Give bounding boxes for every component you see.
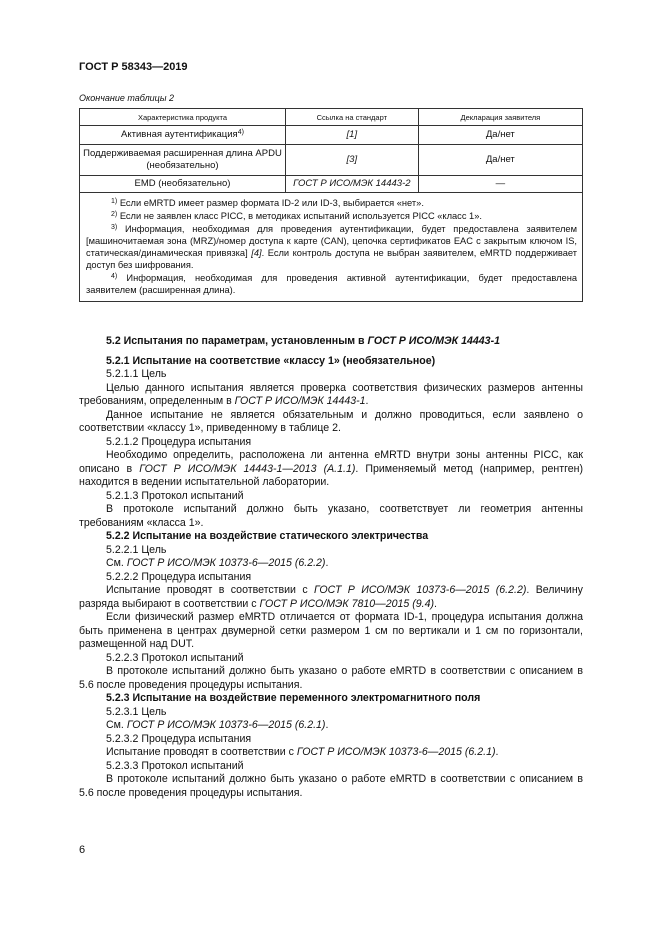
- document-header: ГОСТ Р 58343—2019: [79, 61, 188, 73]
- table-footnotes: [80, 193, 583, 302]
- table-cell: Активная аутентификация$^{4)}$: [80, 126, 286, 145]
- subsection-heading: 5.2.3.1 Цель: [106, 705, 167, 718]
- paragraph: В протоколе испытаний должно быть указано о работе eMRTD в соответствии с описанием в 5.6 после проведения процедуры испытания.: [79, 665, 583, 691]
- paragraph: Если физический размер eMRTD отличается от формата ID-1, процедура испытания должна быть применена в центрах двумерной сетки размером 1 см по вертикали и 1 см по горизонтали, размещенной над DUT.: [79, 611, 583, 650]
- table-footnotes-row: [80, 193, 583, 302]
- footnote-2: $^{2)}$ Если не заявлен класс PICC, в методиках испытаний используется PICC «класс 1».: [111, 211, 482, 221]
- table-cell: [1]: [285, 126, 418, 145]
- document-body: [79, 335, 583, 800]
- paragraph: Целью данного испытания является проверка соответствия физических размеров антенны требованиям, определенным в ГОСТ Р ИСО/МЭК 14443-1.: [79, 381, 583, 407]
- subsection-heading: 5.2.2.1 Цель: [106, 543, 167, 556]
- table-cell: —: [418, 176, 582, 193]
- subsection-heading: 5.2.1.3 Протокол испытаний: [106, 489, 244, 502]
- subsection-heading: 5.2.1.1 Цель: [106, 368, 167, 380]
- paragraph: Данное испытание не является обязательным и должно проводиться, если заявлено о соответствии «классу 1», приведенному в таблице 2.: [79, 408, 583, 434]
- subsection-heading: 5.2.2.3 Протокол испытаний: [106, 651, 244, 664]
- column-header-product: Характеристика продукта: [80, 109, 286, 126]
- section-heading-5-2: 5.2 Испытания по параметрам, установленным в ГОСТ Р ИСО/МЭК 14443-1: [106, 335, 500, 347]
- subsection-heading: 5.2.1.2 Процедура испытания: [106, 435, 252, 448]
- table-cell: Да/нет: [418, 126, 582, 145]
- table-caption: Окончание таблицы 2: [79, 93, 174, 103]
- section-heading-5-2-2: 5.2.2 Испытание на воздействие статического электричества: [106, 530, 429, 542]
- column-header-declaration: Декларация заявителя: [418, 109, 582, 126]
- table-2: [79, 108, 583, 302]
- paragraph: В протоколе испытаний должно быть указано, соответствует ли геометрия антенны требованиям «класса 1».: [79, 503, 583, 529]
- table-cell: EMD (необязательно): [80, 176, 286, 193]
- subsection-heading: 5.2.3.3 Протокол испытаний: [106, 759, 244, 772]
- table-cell: Поддерживаемая расширенная длина APDU (необязательно): [80, 145, 286, 176]
- table-cell: ГОСТ Р ИСО/МЭК 14443-2: [285, 176, 418, 193]
- table-cell: [3]: [285, 145, 418, 176]
- section-heading-5-2-3: 5.2.3 Испытание на воздействие переменного электромагнитного поля: [106, 692, 481, 704]
- section-heading-5-2-1: 5.2.1 Испытание на соответствие «классу 1» (необязательное): [106, 354, 436, 367]
- paragraph: См. ГОСТ Р ИСО/МЭК 10373-6—2015 (6.2.1).: [106, 719, 329, 731]
- paragraph: Испытание проводят в соответствии с ГОСТ Р ИСО/МЭК 10373-6—2015 (6.2.2). Величину разряда выбирают в соответствии с ГОСТ Р ИСО/МЭК 7810—2015 (9.4).: [79, 584, 583, 610]
- table-row: [80, 176, 583, 193]
- subsection-heading: 5.2.3.2 Процедура испытания: [106, 732, 252, 745]
- subsection-heading: 5.2.2.2 Процедура испытания: [106, 570, 252, 583]
- footnote-4: $^{4)}$ Информация, необходимая для проведения активной аутентификации, будет предоставлена заявителем (расширенная длина).: [86, 273, 577, 295]
- footnote-3: $^{3)}$ Информация, необходимая для проведения аутентификации, будет предоставлена заявителем [машиночитаемая зона (MRZ)/номер доступа к карте (CAN), цепочка сертификатов EAC с закрытым ключом IS, статическая/динамическая привязка] [4]. Если контроль доступа не выбран заявителем, eMRTD поддерживает доступ без шифрования.: [86, 224, 578, 270]
- paragraph: Испытание проводят в соответствии с ГОСТ Р ИСО/МЭК 10373-6—2015 (6.2.1).: [106, 746, 499, 758]
- page-number: 6: [79, 844, 86, 856]
- footnote-1: $^{1)}$ Если eMRTD имеет размер формата ID-2 или ID-3, выбирается «нет».: [111, 198, 424, 208]
- table-cell: Да/нет: [418, 145, 582, 176]
- table-row: [80, 126, 583, 145]
- paragraph: См. ГОСТ Р ИСО/МЭК 10373-6—2015 (6.2.2).: [106, 557, 329, 569]
- table-header-row: [80, 109, 583, 126]
- column-header-reference: Ссылка на стандарт: [285, 109, 418, 126]
- paragraph: Необходимо определить, расположена ли антенна eMRTD внутри зоны антенны PICC, как описано в ГОСТ Р ИСО/МЭК 14443-1—2013 (А.1.1). Применяемый метод (например, рентген) находится в ведении испытательной лаборатории.: [79, 449, 583, 488]
- paragraph: В протоколе испытаний должно быть указано о работе eMRTD в соответствии с описанием в 5.6 после проведения процедуры испытания.: [79, 773, 583, 799]
- table-row: [80, 145, 583, 176]
